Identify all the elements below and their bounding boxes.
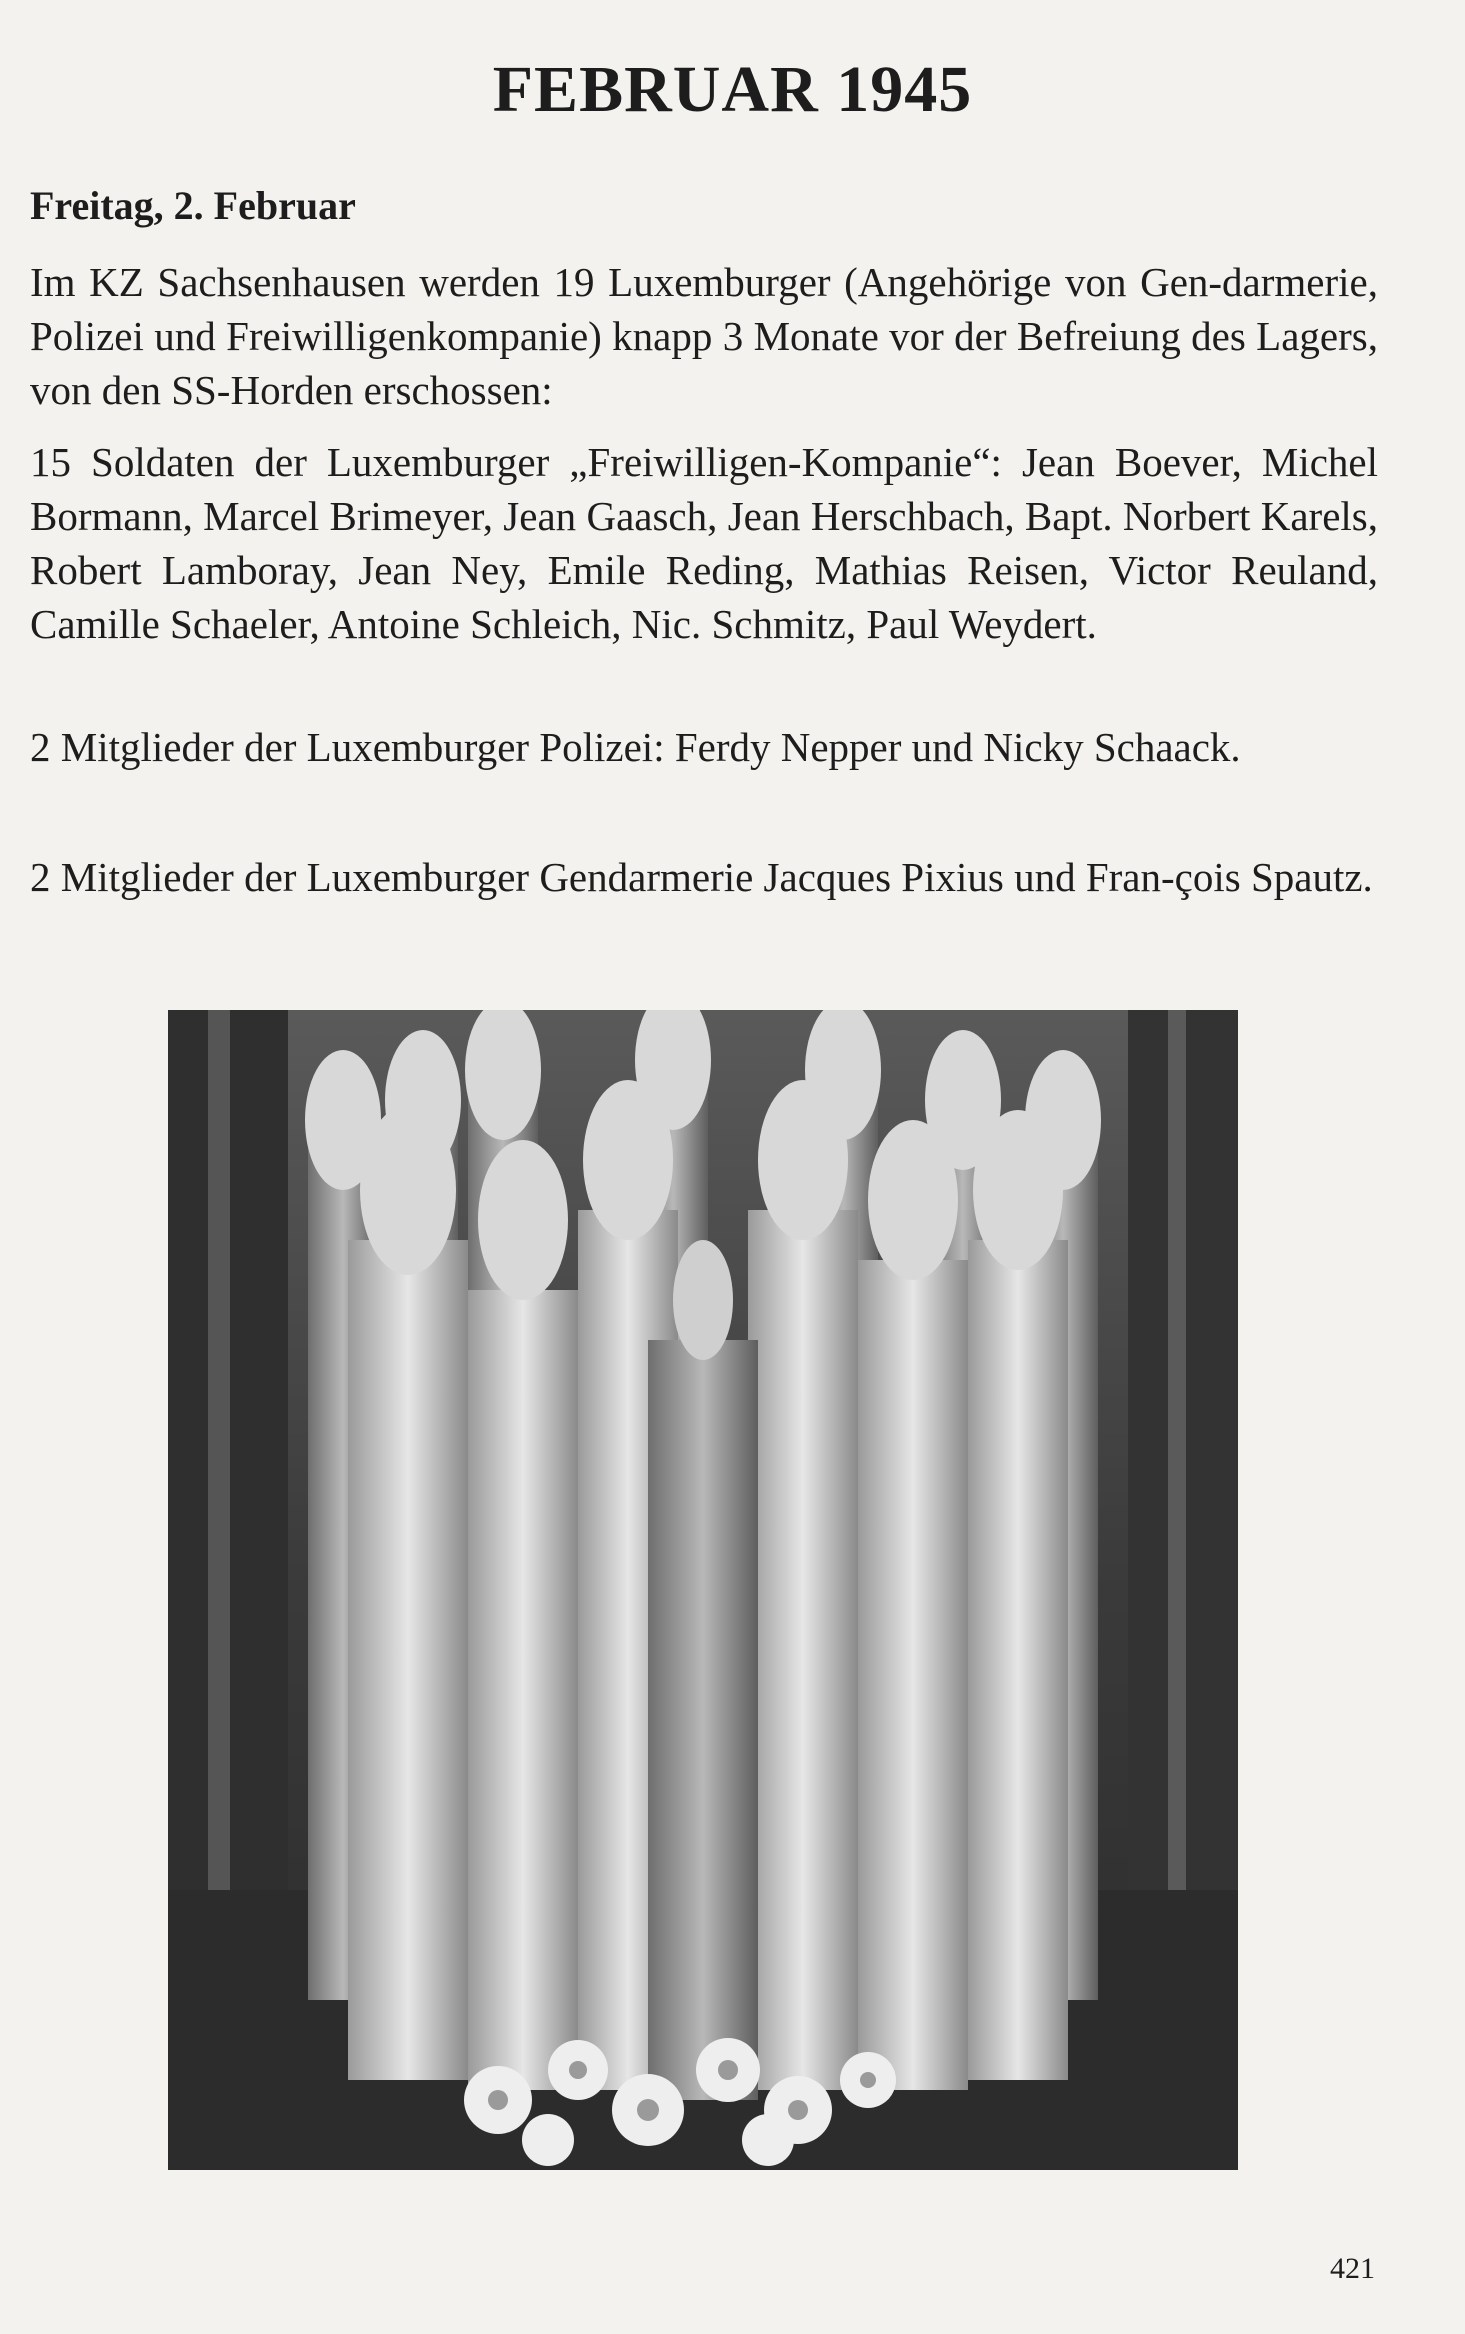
paragraph-soldiers: 15 Soldaten der Luxemburger „Freiwilligen-Kompanie“: Jean Boever, Michel Bormann, Marcel Brimeyer, Jean Gaasch, Jean Herschbach, Bapt. Norbert Karels, Robert Lamboray, Jean Ney, Emile Reding, Mathias Reisen, Victor Reuland, Camille Schaeler, Antoine Schleich, Nic. Schmitz, Paul Weydert.	[30, 439, 1378, 647]
page-title: FEBRUAR 1945	[492, 53, 973, 126]
memorial-sculpture-photo	[168, 1010, 1238, 2170]
paragraph-gendarmerie: 2 Mitglieder der Luxemburger Gendarmerie Jacques Pixius und Fran-çois Spautz.	[30, 854, 1373, 900]
paragraph-police: 2 Mitglieder der Luxemburger Polizei: Ferdy Nepper und Nicky Schaack.	[30, 724, 1241, 770]
paragraph-intro: Im KZ Sachsenhausen werden 19 Luxemburger (Angehörige von Gen-darmerie, Polizei und Freiwilligenkompanie) knapp 3 Monate vor der Befreiung des Lagers, von den SS-Horden erschossen:	[30, 259, 1378, 413]
page-number: 421	[1330, 2252, 1375, 2285]
date-heading: Freitag, 2. Februar	[30, 183, 356, 228]
